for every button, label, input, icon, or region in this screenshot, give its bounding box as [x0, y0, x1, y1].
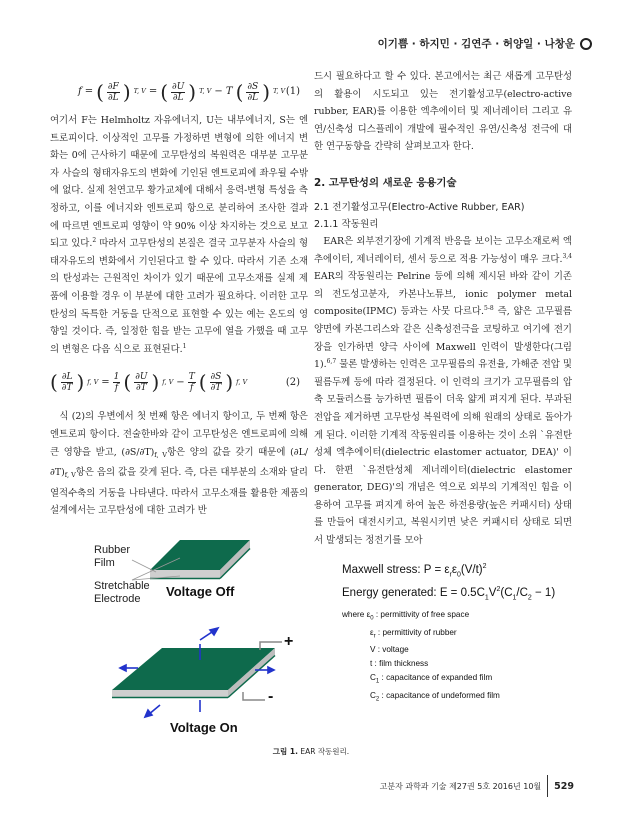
eq2-paren: (: [198, 370, 207, 395]
eq1-sub1: T, V: [133, 87, 146, 96]
left-para2-sub: f, V: [64, 471, 76, 480]
eq2-frac1-den: ∂T: [61, 382, 73, 393]
left-para2c-text: 항은 음의 값을 갖게 된다. 즉, 다른 대부분의 소재와 달리 열적수축의 거동을 나타낸다. 따라서 고무소재를 활용한 제품의 설계에서는 고무탄성에 대한 고려가 반: [50, 467, 308, 517]
eq2-number: (2): [285, 376, 300, 388]
eq2-paren: ): [76, 370, 85, 395]
right-paragraph-1: 드시 필요하다고 할 수 있다. 본고에서는 최근 새롭게 고무탄성의 활용이 시도되고 있는 전기활성고무(electro-active rubber, EAR)를 이용한 엑추에이터 및 제너레이터 그리고 유연/신축성 디스플레이 개발에 필수적인 유연/신축성 전극에 대한 연구동향을 간략히 살펴보고자 한다.: [314, 71, 572, 153]
eq2-minus: −: [176, 376, 185, 388]
eq2-equals: =: [101, 376, 110, 388]
arrow-head-icon: [120, 665, 126, 671]
eq2-paren: (: [50, 370, 58, 395]
def-text: : capacitance of expanded film: [379, 673, 493, 683]
eq2-frac3-den: ∂T: [210, 382, 222, 393]
page-number: 529: [554, 780, 574, 792]
energy-text: Energy generated: E = 0.5C: [342, 587, 485, 599]
eq1-frac3-den: ∂L: [247, 92, 259, 103]
maxwell-end: (V/t): [460, 564, 483, 576]
def-sub: 0: [370, 615, 374, 622]
def-voltage: V : voltage: [370, 645, 409, 655]
left-para2-text: 식 (2)의 우변에서 첫 번째 항은 에너지 항이고, 두 번째 항은 엔트로피 항이다. 전술한바와 같이 고무탄성은 엔트로피에 의해 큰 영향을 받고, (∂S/∂T): [50, 411, 308, 458]
left-column: [50, 72, 308, 520]
energy-slash: /C: [516, 587, 528, 599]
eq1-paren: ): [262, 80, 271, 104]
maxwell-sub: 0: [456, 571, 461, 579]
eq1-paren: ): [122, 80, 131, 104]
figure-caption: [0, 746, 622, 757]
footer-divider: [547, 775, 548, 797]
eq1-frac2: [171, 82, 185, 103]
maxwell-stress-formula: [342, 564, 487, 578]
eq2-paren: (: [123, 370, 132, 395]
caption-label: 그림 1.: [272, 747, 298, 756]
equation-1: [50, 72, 308, 112]
left-paragraph-2: [50, 408, 308, 520]
eq1-equals: =: [84, 86, 94, 98]
def-c1: [342, 671, 500, 689]
right-para2c-text: 즉, 얇은 고무필름 양면에 카본그리스와 같은 신축성전극을 코팅하고 여기에 전기장을 인가하면 양극 사이에 Maxwell 인력이 발생한다(그림 1).: [314, 306, 572, 371]
eq1-frac1-num: ∂F: [107, 81, 119, 92]
def-symbol: C: [370, 673, 376, 683]
eq2-frac2: [134, 372, 148, 393]
eq2-coef1: [113, 372, 121, 393]
eq1-frac1-den: ∂L: [108, 92, 119, 103]
label-rubber-film: [94, 544, 130, 570]
def-text: : permittivity of free space: [373, 610, 470, 619]
ref-sup: 1: [182, 342, 187, 350]
def-epsr: [342, 626, 500, 644]
eq1-frac2-den: ∂L: [172, 92, 184, 103]
eq2-paren: ): [151, 370, 160, 395]
section-heading-2-1-1: 2.1.1 작동원리: [314, 218, 379, 230]
leader-line: [132, 560, 156, 572]
film-on-top: [112, 648, 275, 690]
equation-2: [50, 360, 308, 404]
title-voltage-off: Voltage Off: [166, 584, 235, 599]
eq2-sub2: f, V: [162, 377, 174, 386]
eq2-sub3: f, V: [236, 377, 248, 386]
arrow-head-icon: [210, 628, 218, 635]
ref-sup: 5-8: [484, 305, 494, 313]
right-para2d-text: 물론 발생하는 인력은 고무필름의 유전율, 가해준 전압 및 필름두께 등에 따라 결정된다. 이 인력의 크기가 고무필름의 압축 모듈러스를 능가하면 필름이 더욱 얇게 펴지게 된다. 부과된 전압을 제거하면 고무탄성 복원력에 의해 원래의 상태로 돌아가게 된다. 이러한 기계적 작동원리를 이용하는 것이 소위 `유전탄성체 엑추에이터(dielectric elastomer actuator, DEA)' 이다. 한편 `유전탄성체 제너레이터(dielectric elastomer generator, DEG)'의 개념은 역으로 외부의 기계적인 힘을 이용하여 고무를 펴지게 하여 높은 하전용량(높은 커패시터) 상태를 만들어 대전시키고, 복원시키면 낮은 커패시터 상태로 되면서 발생되는 정전기를 모아: [314, 359, 572, 547]
ref-sup: 2: [92, 237, 97, 245]
eq2-frac1-num: ∂L: [61, 371, 73, 382]
energy-v: V: [488, 587, 497, 599]
eq1-paren: (: [96, 80, 104, 104]
label-stretchable: Stretchable: [94, 580, 150, 592]
left-para1b-text: 따라서 고무탄성의 본질은 결국 고무분자 사슬의 형태자유도의 변화에서 기인된다고 할 수 있다. 따라서 기존 소재의 탄성과는 근원적인 차이가 있기 때문에 고무소재를 실제 제품에 이용할 경우 이 부분에 대한 고려가 필요하다. 이러한 고무탄성의 독특한 거동을 단적으로 표현할 수 있는 예는 온도의 영향일 것이다. 즉, 일정한 힘을 받는 고무에 열을 가했을 때 고무의 변형은 다음 식으로 표현된다.: [50, 238, 309, 355]
eq2-coef1-den: f: [114, 382, 119, 393]
eq2-coef1-num: 1: [113, 371, 120, 382]
ref-sup: 3,4: [562, 252, 572, 260]
film-voltage-on: [112, 628, 282, 717]
page-footer: [380, 775, 574, 797]
eq2-frac2-num: ∂U: [135, 371, 148, 382]
left-para2b-text: 항은 양의 값을 갖기 때문에 (∂L/∂T): [50, 446, 308, 479]
energy-paren: (C: [500, 587, 513, 599]
eq1-paren: (: [160, 80, 169, 104]
film-off-front: [150, 570, 220, 578]
def-text: : permittivity of rubber: [375, 627, 457, 637]
def-text: : capacitance of undeformed film: [379, 690, 500, 700]
symbol-definitions: [342, 608, 500, 707]
label-rubber: Rubber: [94, 544, 131, 556]
def-sub: 1: [375, 678, 380, 685]
right-column: [314, 68, 572, 550]
header-authors: 이기쁨 · 하지민 · 김연주 · 허양일 · 나창운: [377, 38, 575, 50]
eq2-paren: ): [225, 370, 234, 395]
eq1-frac3: [246, 82, 259, 103]
eq1-paren: ): [188, 80, 197, 104]
wire-minus: [243, 692, 265, 700]
def-sub: r: [373, 633, 376, 640]
def-symbol: ε: [370, 627, 374, 637]
maxwell-text: Maxwell stress: P = ε: [342, 564, 450, 576]
def-sub: 2: [375, 696, 380, 703]
arrow-head-icon: [145, 710, 152, 717]
label-stretchable-electrode: [94, 580, 150, 606]
figure-1: [80, 540, 580, 740]
energy-end: − 1): [531, 587, 556, 599]
def-thickness: t : film thickness: [370, 659, 429, 669]
left-paragraph-1: [50, 112, 308, 358]
eq2-coef2: [188, 372, 196, 393]
eq2-frac1: [61, 372, 74, 393]
def-eps0: [342, 608, 500, 626]
right-para2a-text: EAR은 외부전기장에 기계적 반응을 보이는 고무소재로써 엑추에이터, 제너레이터, 센서 등으로 적용 가능성이 매우 크다.: [314, 235, 572, 265]
footer-journal: 고분자 과학과 기술 제27권 5호 2016년 10월: [379, 781, 542, 791]
maxwell-eps: ε: [451, 564, 457, 576]
energy-sup: 2: [496, 586, 501, 594]
def-c2: [342, 689, 500, 707]
energy-sub: 1: [484, 594, 489, 602]
energy-sub: 1: [512, 594, 517, 602]
eq1-paren: (: [235, 80, 244, 104]
ref-sup: 6,7: [326, 358, 337, 365]
eq1-sub3: T, V: [273, 87, 286, 96]
eq1-number: (1): [285, 86, 300, 98]
eq2-frac3-num: ∂S: [210, 371, 222, 382]
maxwell-sub: r: [449, 571, 452, 579]
running-header: [378, 36, 592, 51]
ear-diagram: [80, 540, 310, 740]
section-heading-2: 2. 고무탄성의 새로운 응용기술: [314, 176, 457, 189]
left-para1-text: 여기서 F는 Helmholtz 자유에너지, U는 내부에너지, S는 엔트로피이다. 이상적인 고무를 가정하면 변형에 의한 에너지 변화는 0에 근사하기 때문에 고무탄성의 복원력은 대부분 고무분자 사슬의 형태자유도의 변화에 기인된 엔트로피에 좌우될 수밖에 없다. 실제 천연고무 황가교체에 대해서 응력-변형 특성을 측정하고, 이를 에너지와 엔트로피 항으로 분리하여 조사한 결과에 따르면 엔트로피 영향이 약 90% 이상 차지하는 것으로 보고되고 있다.: [50, 115, 308, 250]
caption-text: EAR 작동원리.: [297, 747, 350, 756]
section-heading-2-1: 2.1 전기활성고무(Electro-Active Rubber, EAR): [314, 201, 525, 213]
def-where: where ε: [342, 610, 371, 619]
minus-terminal: -: [268, 688, 274, 705]
eq1-equals2: =: [148, 86, 158, 98]
eq2-frac3: [210, 372, 223, 393]
film-voltage-off: [132, 540, 250, 580]
plus-terminal: +: [284, 633, 294, 650]
eq1-sub2: T, V: [199, 87, 212, 96]
eq1-frac2-num: ∂U: [172, 81, 185, 92]
eq1-minus-t: − T: [214, 86, 233, 98]
eq2-coef2-num: T: [188, 371, 195, 382]
header-ring-icon: [580, 38, 592, 50]
right-paragraph-2: [314, 233, 572, 550]
label-film: Film: [94, 557, 115, 569]
maxwell-sup: 2: [482, 563, 487, 571]
eq1-frac1: [107, 82, 120, 103]
right-para2b-text: EAR의 작동원리는 Pelrine 등에 의해 제시된 바와 같이 기존의 전도성고분자, 카본나노튜브, ionic polymer metal composite(IPMC) 등과는 사뭇 다르다.: [314, 271, 572, 318]
eq2-coef2-den: f: [190, 382, 194, 393]
eq2-frac2-den: ∂T: [136, 382, 147, 393]
arrow-head-icon: [268, 667, 274, 673]
left-para2-sub: f, V: [154, 450, 167, 459]
energy-sub: 2: [527, 594, 532, 602]
eq1-lhs: f: [78, 86, 82, 98]
def-symbol: C: [370, 690, 376, 700]
energy-formula: [342, 587, 555, 601]
eq1-frac3-num: ∂S: [247, 81, 259, 92]
eq2-sub1: f, V: [87, 377, 99, 386]
title-voltage-on: Voltage On: [170, 720, 238, 735]
label-electrode: Electrode: [94, 593, 141, 605]
film-on-front: [112, 690, 228, 697]
